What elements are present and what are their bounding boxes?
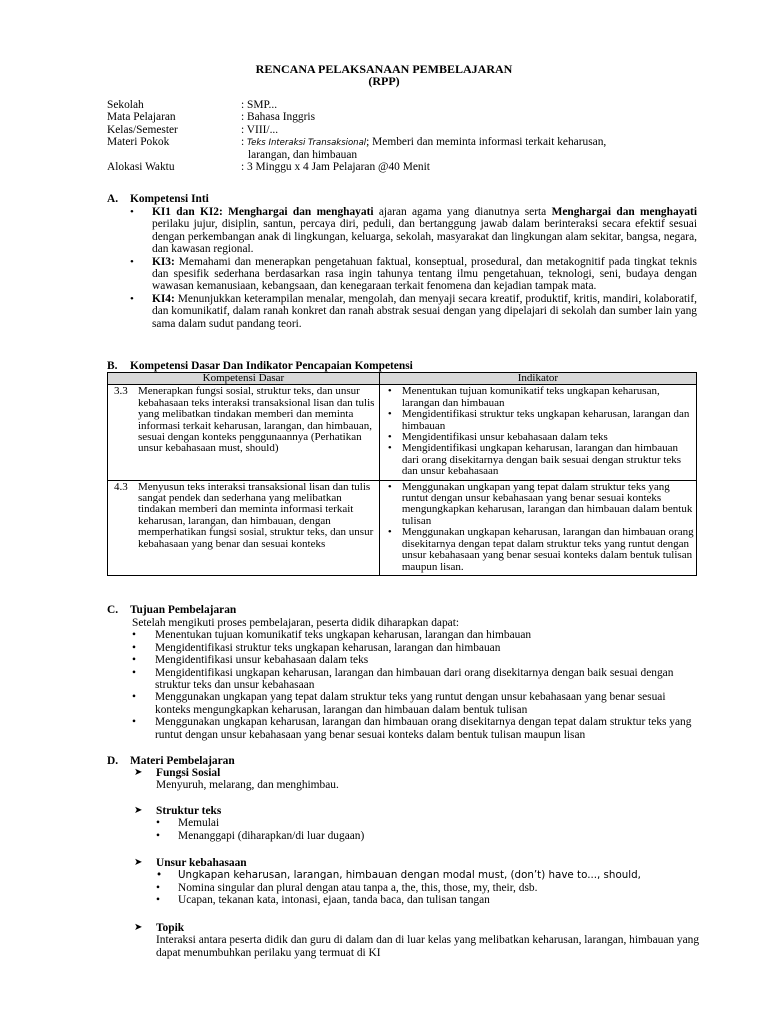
col-header-indicator: Indikator <box>379 373 696 385</box>
kd-number: 4.3 <box>114 480 128 493</box>
competence-table <box>107 372 697 576</box>
subject-label: Mata Pelajaran <box>107 111 176 124</box>
material-prefix: : <box>241 136 248 149</box>
material-value-cont: larangan, dan himbauan <box>248 148 358 161</box>
document-title: RENCANA PELAKSANAAN PEMBELAJARAN <box>255 62 513 76</box>
indicator-item: • Menentukan tujuan komunikatif teks ungkapan keharusan, larangan dan himbauan <box>387 385 660 409</box>
time-label: Alokasi Waktu <box>107 160 175 173</box>
table-row <box>108 480 697 575</box>
topik-title: Topik <box>156 922 185 934</box>
list-item: • Mengidentifikasi struktur teks ungkapan keharusan, larangan dan himbauan <box>132 641 501 654</box>
class-value: : VIII/... <box>241 123 279 136</box>
indicator-item: • Mengidentifikasi ungkapan keharusan, larangan dan himbauan dari orang disekitarnya dengan baik sesuai dengan struktur teks dan unsur kebahasaan <box>387 442 682 478</box>
materi-topik <box>134 922 704 959</box>
materi-unsur <box>134 857 704 907</box>
school-value: : SMP... <box>241 99 278 111</box>
material-value: ; Memberi dan meminta informasi terkait keharusan, <box>366 136 607 149</box>
table-row <box>108 385 697 480</box>
section-b-heading: B. Kompetensi Dasar Dan Indikator Pencapaian Kompetensi <box>107 360 413 372</box>
list-item: • Menggunakan ungkapan keharusan, larangan dan himbauan orang disekitarnya dengan tepat dalam struktur teks yang runtut dengan unsur kebahasaan yang benar sesuai konteks dalam bentuk tulisan maupun lisan <box>132 716 692 741</box>
topik-text: Interaksi antara peserta didik dan guru di dalam dan di luar kelas yang melibatkan keharusan, larangan, himbauan yang dapat menumbuhkan perilaku yang termuat di KI <box>156 934 700 959</box>
material-label: Materi Pokok <box>107 136 170 149</box>
list-item: • Menentukan tujuan komunikatif teks ungkapan keharusan, larangan dan himbauan <box>132 629 532 642</box>
material-italic: Teks Interaksi Transaksional <box>247 138 367 149</box>
list-item: • Menggunakan ungkapan yang tepat dalam struktur teks yang runtut dengan unsur kebahasaan yang benar sesuai konteks mengungkapkan keharusan, larangan dan himbauan dalam bentuk tulisan <box>132 691 666 716</box>
unsur-title: Unsur kebahasaan <box>156 857 247 869</box>
ki3-item: • KI3: Memahami dan menerapkan pengetahuan faktual, konseptual, prosedural, dan metakognitif pada tingkat teknis dan spesifik sederhana berdasarkan rasa ingin tahunya tentang ilmu pengetahuan, teknologi, seni, budaya dengan wawasan kemanusiaan, kebangsaan, dan kenegaraan terkait fenomena dan kejadian tampak mata. <box>130 255 697 293</box>
arrow-icon: ➤ <box>134 922 143 933</box>
section-d-heading: D. Materi Pembelajaran <box>107 755 235 767</box>
ki4-item: • KI4: Menunjukkan keterampilan menalar, mengolah, dan menyaji secara kreatif, produktif, kritis, mandiri, kolaboratif, dan komunikatif, dalam ranah konkret dan ranah abstrak sesuai dengan yang dipelajari di sekolah dan sumber lain yang sama dalam sudut pandang teori. <box>130 292 697 330</box>
col-header-kd: Kompetensi Dasar <box>108 373 380 385</box>
kd-text: Menerapkan fungsi sosial, struktur teks, dan unsur kebahasaan teks interaksi transaksional lisan dan tulis yang melibatkan tindakan memberi dan meminta informasi terkait keharusan, larangan, dan himbauan, sesuai dengan konteks penggunaannya (Perhatikan unsur kebahasaan must, should) <box>138 385 375 455</box>
list-item: • Mengidentifikasi ungkapan keharusan, larangan dan himbauan dari orang disekitarnya dengan baik sesuai dengan struktur teks dan unsur kebahasaan <box>132 666 674 692</box>
indicator-item: • Menggunakan ungkapan keharusan, larangan dan himbauan orang disekitarnya dengan tepat dalam struktur teks yang runtut dengan unsur kebahasaan yang benar sesuai konteks dalam bentuk tulisan maupun lisan. <box>387 526 694 573</box>
list-item: • Mengidentifikasi unsur kebahasaan dalam teks <box>132 654 369 667</box>
arrow-icon: ➤ <box>134 857 143 868</box>
kd-number: 3.3 <box>114 385 128 398</box>
core-competence-list <box>127 206 697 330</box>
struktur-title: Struktur teks <box>156 805 222 817</box>
list-item: • Ucapan, tekanan kata, intonasi, ejaan, tanda baca, dan tulisan tangan <box>156 894 490 907</box>
arrow-icon: ➤ <box>134 805 143 816</box>
section-c-heading: C. Tujuan Pembelajaran <box>107 604 237 616</box>
school-label: Sekolah <box>107 99 144 111</box>
objectives-intro: Setelah mengikuti proses pembelajaran, peserta didik diharapkan dapat: <box>132 617 460 629</box>
ki1-item: • KI1 dan KI2: Menghargai dan menghayati ajaran agama yang dianutnya serta Menghargai dan menghayati perilaku jujur, disiplin, santun, percaya diri, peduli, dan bertanggung jawab dalam berinteraksi secara efektif sesuai dengan perkembangan anak di lingkungan, keluarga, sekolah, masyarakat dan lingkungan alam sekitar, bangsa, negara, dan kawasan regional. <box>130 206 697 256</box>
indicator-item: • Mengidentifikasi unsur kebahasaan dalam teks <box>387 431 608 444</box>
subject-value: : Bahasa Inggris <box>241 111 316 124</box>
list-item: • Nomina singular dan plural dengan atau tanpa a, the, this, those, my, their, dsb. <box>156 881 538 894</box>
materi-struktur <box>134 805 704 842</box>
list-item: • Ungkapan keharusan, larangan, himbauan dengan modal must, (don’t) have to..., should, <box>156 869 641 882</box>
list-item: • Memulai <box>156 817 220 830</box>
fungsi-title: Fungsi Sosial <box>156 767 221 779</box>
indicator-item: • Mengidentifikasi struktur teks ungkapan keharusan, larangan dan himbauan <box>387 408 690 432</box>
identity-block <box>107 99 707 173</box>
indicator-item: • Menggunakan ungkapan yang tepat dalam struktur teks yang runtut dengan unsur kebahasaan yang benar sesuai konteks mengungkapkan keharusan, larangan dan himbauan dalam bentuk tulisan <box>387 480 693 527</box>
time-value: : 3 Minggu x 4 Jam Pelajaran @40 Menit <box>241 160 430 173</box>
document-subtitle: (RPP) <box>368 74 400 88</box>
arrow-icon: ➤ <box>134 767 143 778</box>
section-a-heading: A. Kompetensi Inti <box>107 193 209 205</box>
list-item: • Menanggapi (diharapkan/di luar dugaan) <box>156 829 365 842</box>
class-label: Kelas/Semester <box>107 123 178 136</box>
materi-fungsi <box>134 767 704 792</box>
learning-objectives <box>132 617 702 741</box>
fungsi-text: Menyuruh, melarang, dan menghimbau. <box>156 779 339 792</box>
kd-text: Menyusun teks interaksi transaksional lisan dan tulis sangat pendek dan sederhana yang melibatkan tindakan memberi dan meminta informasi terkait keharusan, larangan, dan himbauan, dengan memperhatikan fungsi sosial, struktur teks, dan unsur kebahasaan yang benar dan sesuai konteks <box>138 480 374 550</box>
